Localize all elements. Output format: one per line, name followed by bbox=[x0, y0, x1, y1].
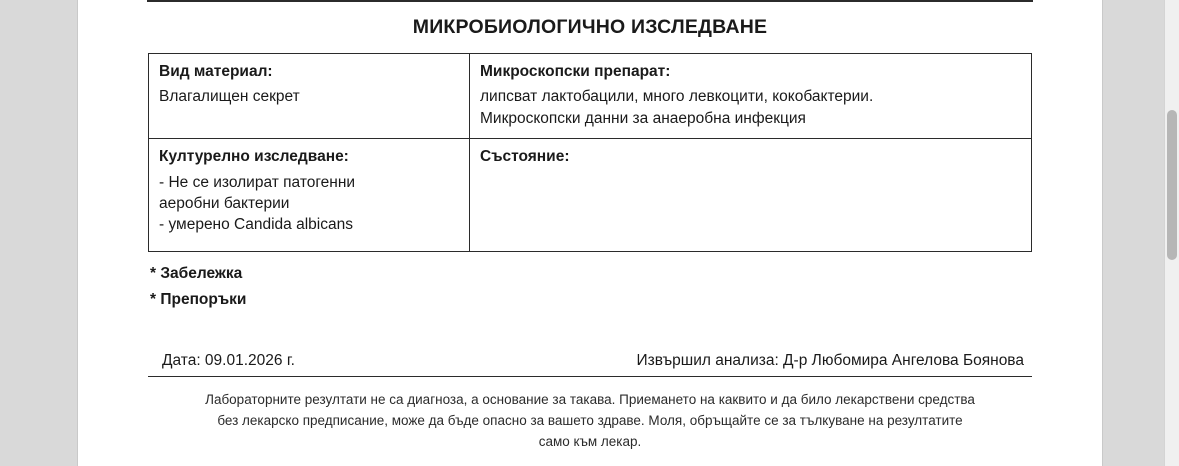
table-row bbox=[149, 139, 1032, 252]
analyst-text: Извършил анализа: Д-р Любомира Ангелова Боянова bbox=[636, 352, 1024, 370]
disclaimer-text bbox=[148, 390, 1032, 453]
results-table bbox=[148, 53, 1032, 252]
scrollbar-thumb[interactable] bbox=[1167, 110, 1177, 260]
disclaimer-line-1: Лабораторните резултати не са диагноза, а основание за такава. Приемането на каквито и да било лекарствени средства bbox=[205, 392, 975, 408]
culture-line-1: - Не се изолират патогенни bbox=[159, 173, 356, 191]
recommendations-label: * Препоръки bbox=[150, 290, 247, 308]
material-cell bbox=[149, 54, 470, 139]
disclaimer-line-3: само към лекар. bbox=[538, 434, 642, 450]
document-page bbox=[78, 0, 1102, 466]
vertical-scrollbar[interactable] bbox=[1164, 0, 1179, 466]
header-divider bbox=[147, 0, 1033, 2]
page-content bbox=[150, 0, 1030, 453]
disclaimer-line-2: без лекарско предписание, може да бъде опасно за вашето здраве. Моля, обръщайте се за тълкуване на резултатите bbox=[217, 413, 963, 429]
table-row bbox=[149, 54, 1032, 139]
microscopy-line-1: липсват лактобацили, много левкоцити, кокобактерии. bbox=[480, 88, 874, 106]
date-text: Дата: 09.01.2026 г. bbox=[162, 352, 295, 370]
material-label: Вид материал: bbox=[159, 63, 273, 80]
culture-label: Културелно изследване: bbox=[159, 148, 349, 166]
remark-label: * Забележка bbox=[150, 265, 243, 283]
page-title: МИКРОБИОЛОГИЧНО ИЗСЛЕДВАНЕ bbox=[412, 16, 768, 38]
culture-cell bbox=[149, 139, 470, 252]
microscopy-cell bbox=[470, 54, 1032, 139]
microscopy-label: Микроскопски препарат: bbox=[480, 63, 671, 80]
signature-row bbox=[148, 352, 1032, 377]
notes-section bbox=[150, 261, 1030, 312]
material-value: Влагалищен секрет bbox=[159, 88, 300, 106]
condition-label: Състояние: bbox=[480, 148, 570, 166]
culture-line-3: - умерено Candida albicans bbox=[159, 216, 353, 234]
microscopy-line-2: Микроскопски данни за анаеробна инфекция bbox=[480, 109, 806, 127]
condition-cell bbox=[470, 139, 1032, 252]
culture-line-2: аеробни бактерии bbox=[159, 194, 290, 212]
